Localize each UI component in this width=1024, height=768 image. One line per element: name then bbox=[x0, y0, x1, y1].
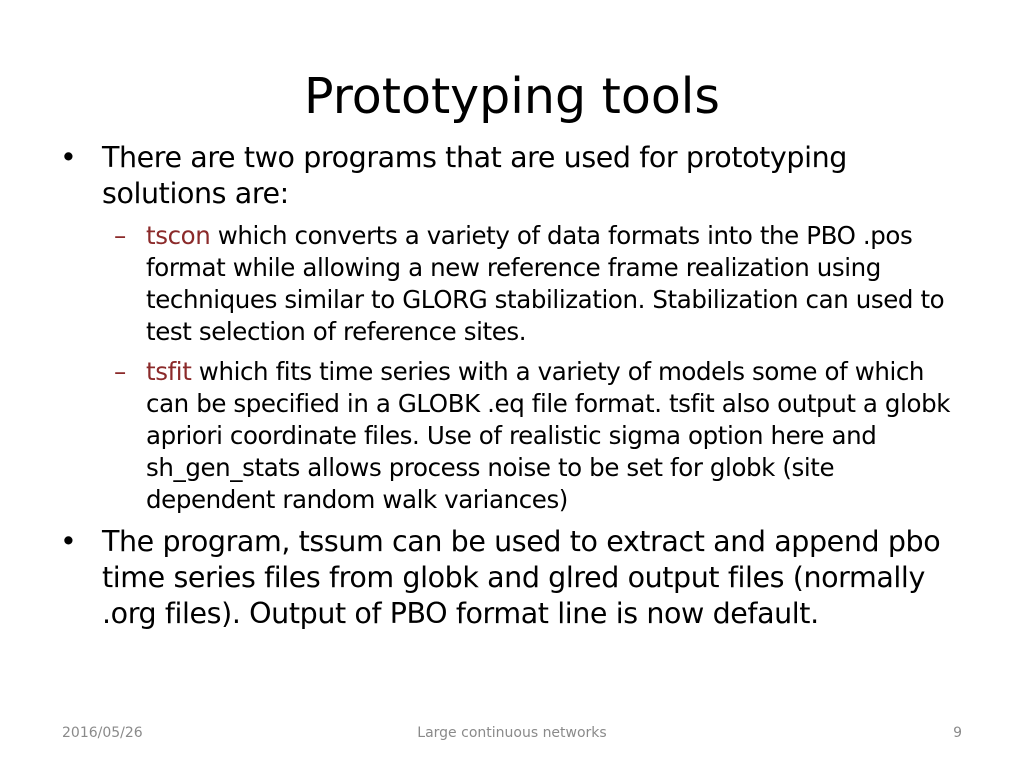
footer-date: 2016/05/26 bbox=[62, 725, 143, 741]
sub-bullet-item bbox=[58, 356, 970, 516]
tool-name: tscon bbox=[146, 221, 211, 250]
bullet-text: The program, tssum can be used to extract and append pbo time series files from globk and glred output files (normally .org files). Output of PBO format line is now default. bbox=[102, 525, 941, 630]
bullet-item bbox=[58, 140, 970, 212]
sub-bullet-text: which fits time series with a variety of models some of which can be specified in a GLOBK .eq file format. tsfit also output a globk apriori coordinate files. Use of realistic sigma option here and sh_gen_stats allows process noise to be set for globk (site dependent random walk variances) bbox=[146, 357, 951, 514]
sub-bullet-item bbox=[58, 220, 970, 348]
sub-bullet-marker: – bbox=[114, 221, 126, 250]
slide-title: Prototyping tools bbox=[304, 68, 720, 125]
bullet-item bbox=[58, 524, 970, 632]
bullet-text: There are two programs that are used for prototyping solutions are: bbox=[102, 141, 847, 210]
footer-title: Large continuous networks bbox=[417, 725, 607, 741]
slide-content bbox=[58, 140, 970, 640]
sub-bullet-text: which converts a variety of data formats into the PBO .pos format while allowing a new reference frame realization using techniques similar to GLORG stabilization. Stabilization can used to test selection of reference sites. bbox=[146, 221, 945, 346]
bullet-marker: • bbox=[60, 525, 77, 558]
sub-bullet-marker: – bbox=[114, 357, 126, 386]
page-number: 9 bbox=[953, 725, 962, 741]
bullet-marker: • bbox=[60, 141, 77, 174]
tool-name: tsfit bbox=[146, 357, 192, 386]
